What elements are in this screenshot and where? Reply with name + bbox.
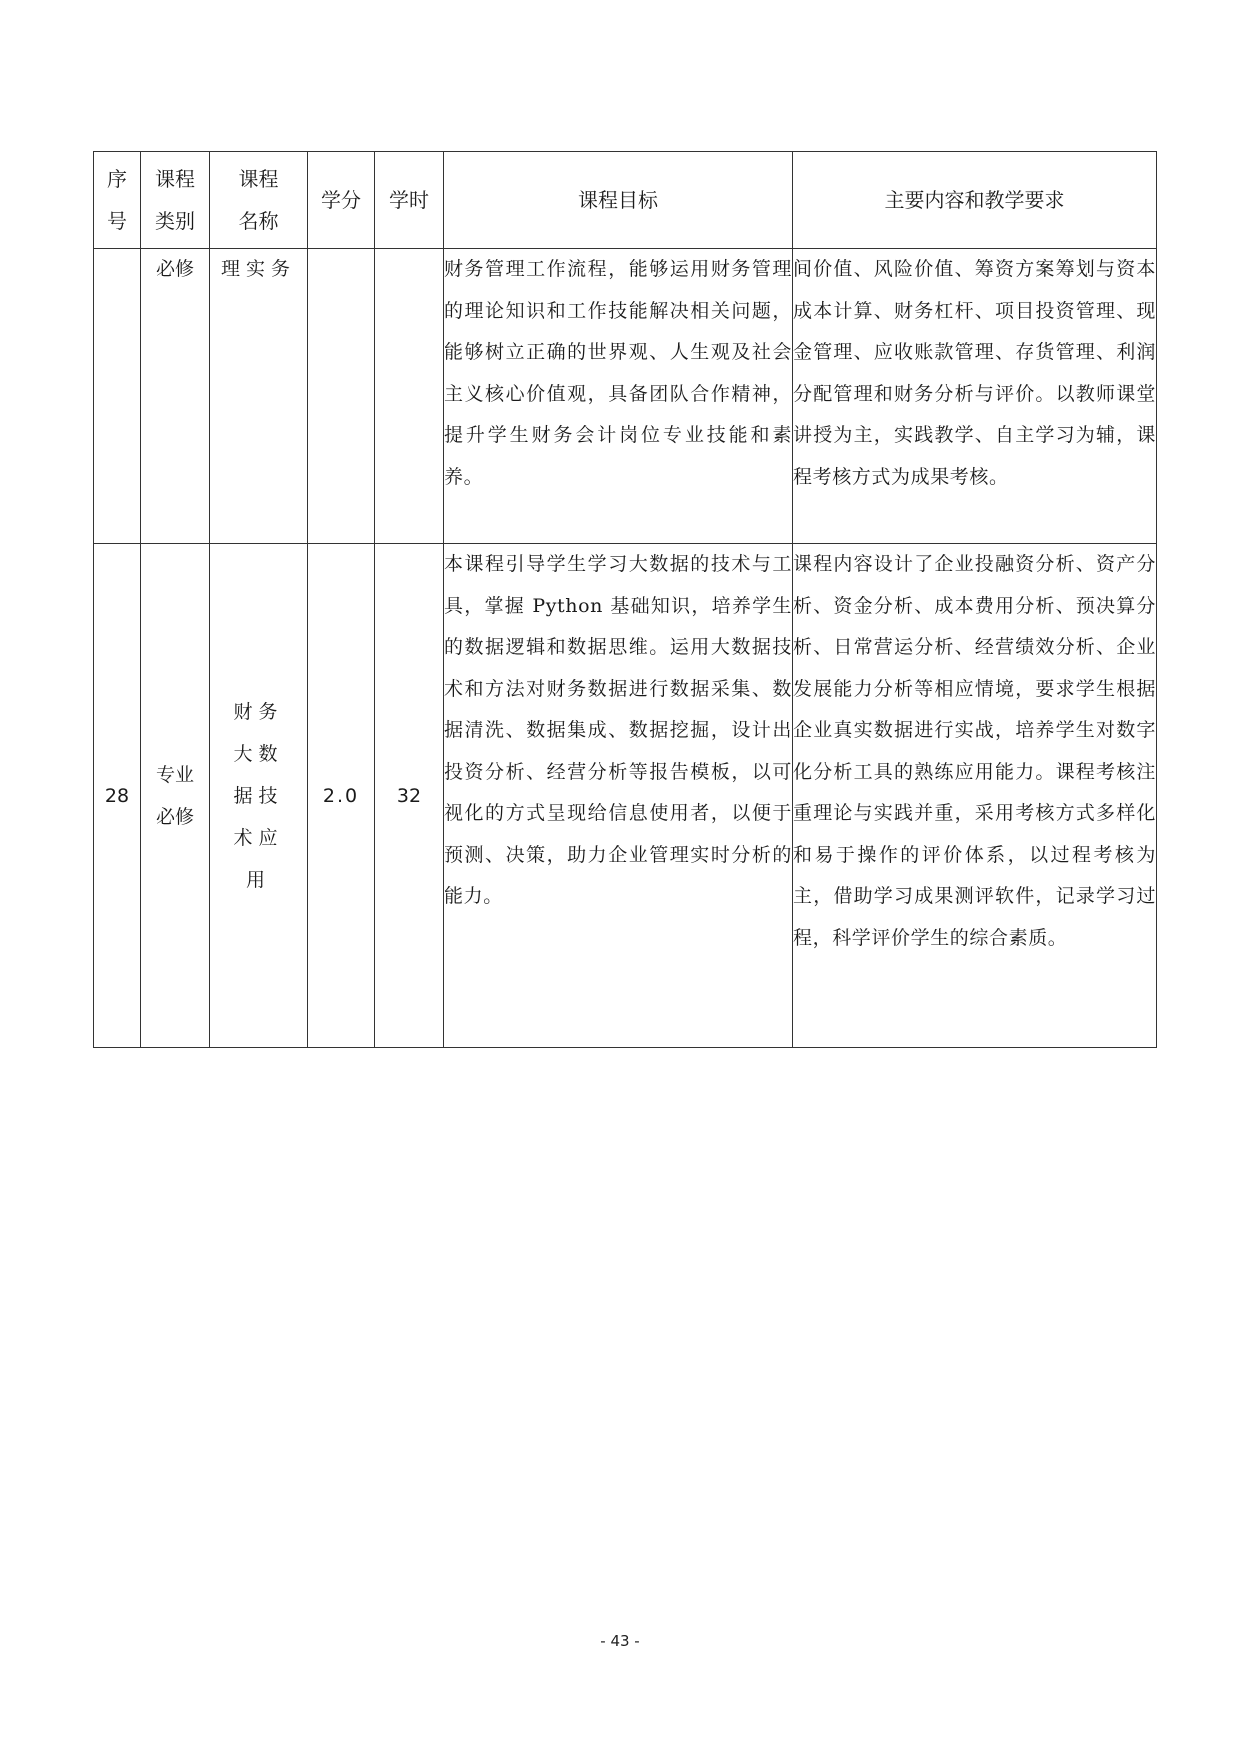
row-category: 专业必修 bbox=[141, 544, 210, 1048]
row-course-name: 财务大数据技术应用 bbox=[210, 544, 308, 1048]
header-category: 课程类别 bbox=[141, 152, 210, 249]
row-credits: 2.0 bbox=[308, 544, 375, 1048]
row-category: 必修 bbox=[141, 249, 210, 544]
header-hours: 学时 bbox=[375, 152, 444, 249]
header-content: 主要内容和教学要求 bbox=[793, 152, 1157, 249]
header-credits: 学分 bbox=[308, 152, 375, 249]
row-credits bbox=[308, 249, 375, 544]
header-name: 课程名称 bbox=[210, 152, 308, 249]
row-hours: 32 bbox=[375, 544, 444, 1048]
row-course-name: 理实务 bbox=[210, 249, 308, 544]
row-hours bbox=[375, 249, 444, 544]
row-content: 间价值、风险价值、筹资方案筹划与资本成本计算、财务杠杆、项目投资管理、现金管理、应收账款管理、存货管理、利润分配管理和财务分析与评价。以教师课堂讲授为主，实践教学、自主学习为辅，课程考核方式为成果考核。 bbox=[793, 249, 1157, 544]
table-row bbox=[94, 544, 1157, 1048]
table-row bbox=[94, 249, 1157, 544]
row-objective: 财务管理工作流程，能够运用财务管理的理论知识和工作技能解决相关问题，能够树立正确的世界观、人生观及社会主义核心价值观，具备团队合作精神，提升学生财务会计岗位专业技能和素养。 bbox=[444, 249, 793, 544]
header-objective: 课程目标 bbox=[444, 152, 793, 249]
row-objective: 本课程引导学生学习大数据的技术与工具，掌握 Python 基础知识，培养学生的数据逻辑和数据思维。运用大数据技术和方法对财务数据进行数据采集、数据清洗、数据集成、数据挖掘，设计出投资分析、经营分析等报告模板，以可视化的方式呈现给信息使用者，以便于预测、决策，助力企业管理实时分析的能力。 bbox=[444, 544, 793, 1048]
row-index bbox=[94, 249, 141, 544]
row-index: 28 bbox=[94, 544, 141, 1048]
page-number: - 43 - bbox=[600, 1632, 640, 1650]
header-row bbox=[94, 152, 1157, 249]
course-table bbox=[93, 151, 1157, 1048]
table-body bbox=[94, 249, 1157, 1048]
table-header bbox=[94, 152, 1157, 249]
header-index: 序号 bbox=[94, 152, 141, 249]
row-content: 课程内容设计了企业投融资分析、资产分析、资金分析、成本费用分析、预决算分析、日常营运分析、经营绩效分析、企业发展能力分析等相应情境，要求学生根据企业真实数据进行实战，培养学生对数字化分析工具的熟练应用能力。课程考核注重理论与实践并重，采用考核方式多样化和易于操作的评价体系，以过程考核为主，借助学习成果测评软件，记录学习过程，科学评价学生的综合素质。 bbox=[793, 544, 1157, 1048]
